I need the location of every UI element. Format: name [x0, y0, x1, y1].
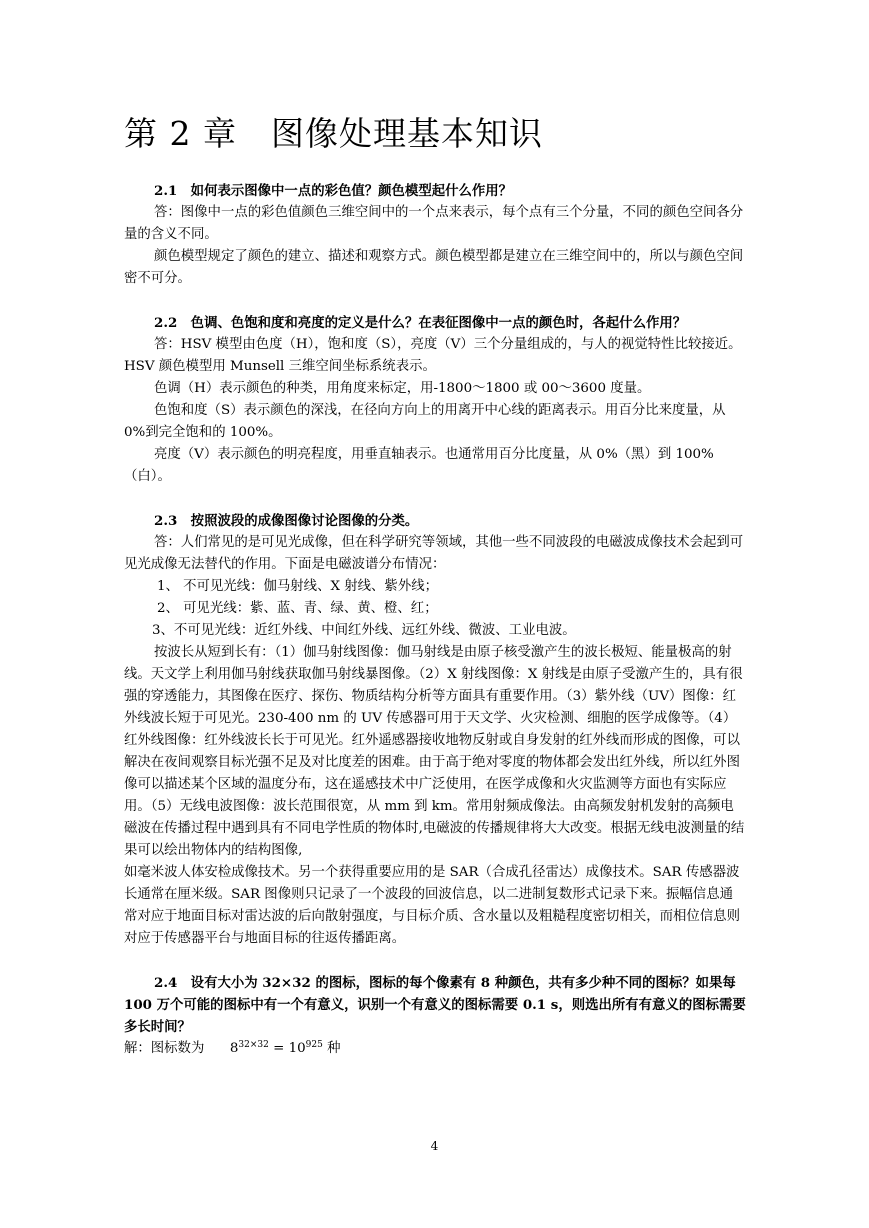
answer-paragraph: 颜色模型规定了颜色的建立、描述和观察方式。颜色模型都是建立在三维空间中的，所以与颜色空间密不可分。 — [124, 249, 744, 286]
answer-paragraph: 色饱和度（S）表示颜色的深浅，在径向方向上的用离开中心线的距离表示。用百分比来度量，从 0%到完全饱和的 100%。 — [124, 403, 726, 440]
answer-paragraph: 答：HSV 模型由色度（H），饱和度（S），亮度（V）三个分量组成的，与人的视觉特性比较接近。HSV 颜色模型用 Munsell 三维空间坐标系统表示。 — [124, 337, 742, 374]
answer-continuation: 如毫米波人体安检成像技术。另一个获得重要应用的是 SAR（合成孔径雷达）成像技术。SAR 传感器波长通常在厘米级。SAR 图像则只记录了一个波段的回波信息，以二进制复数形式记录下来。振幅信息通常对应于地面目标对雷达波的后向散射强度，与目标介质、含水量以及粗糙程度密切相关，而相位信息则对应于传感器平台与地面目标的往返传播距离。 — [124, 865, 740, 946]
list-item: 3、不可见光线：近红外线、中间红外线、远红外线、微波、工业电波。 — [152, 623, 576, 638]
answer-paragraph: 按波长从短到长有：（1）伽马射线图像：伽马射线是由原子核受激产生的波长极短、能量极高的射线。天文学上利用伽马射线获取伽马射线暴图像。（2）X 射线图像：X 射线是由原子受激产生的，具有很强的穿透能力，其图像在医疗、探伤、物质结构分析等方面具有重要作用。（3）紫外线（UV）图像：红外线波长短于可见光。230-400 nm 的 UV 传感器可用于天文学、火灾检测、细胞的医学成像等。（4）红外线图像：红外线波长长于可见光。红外遥感器接收地物反射或自身发射的红外线而形成的图像，可以解决在夜间观察目标光强不足及对比度差的困难。由于高于绝对零度的物体都会发出红外线，所以红外图像可以描述某个区域的温度分布，这在遥感技术中广泛使用，在医学成像和火灾监测等方面也有实际应用。（5）无线电波图像：波长范围很宽，从 mm 到 km。常用射频成像法。由高频发射机发射的高频电磁波在传播过程中遇到具有不同电学性质的物体时,电磁波的传播规律将大大改变。根据无线电波测量的结果可以绘出物体内的结构图像, — [124, 645, 745, 858]
list-item: 1、 不可见光线：伽马射线、X 射线、紫外线； — [157, 579, 438, 594]
formula-base-exponent: 32×32 — [238, 1040, 269, 1050]
formula-base: 8 — [229, 1041, 239, 1056]
solution-prefix: 解：图标数为 — [124, 1041, 205, 1056]
question-2-3: 2.3 按照波段的成像图像讨论图像的分类。 — [154, 513, 419, 529]
solution-line — [124, 1038, 746, 1060]
formula-unit: 种 — [327, 1041, 341, 1056]
chapter-title: 第 2 章 图像处理基本知识 — [124, 114, 543, 153]
answer-paragraph: 答：图像中一点的彩色值颜色三维空间中的一个点来表示，每个点有三个分量，不同的颜色空间各分量的含义不同。 — [124, 205, 744, 242]
document-body — [124, 180, 746, 1060]
question-2-1: 2.1 如何表示图像中一点的彩色值？颜色模型起什么作用？ — [154, 183, 513, 199]
question-2-4: 2.4 设有大小为 32×32 的图标，图标的每个像素有 8 种颜色，共有多少种不同的图标？如果每 100 万个可能的图标中有一个有意义，识别一个有意义的图标需要 0.1 s，则选出所有有意义的图标需要多长时间？ — [124, 975, 746, 1035]
answer-paragraph: 色调（H）表示颜色的种类，用角度来标定，用-1800～1800 或 00～3600 度量。 — [154, 381, 651, 396]
question-2-2: 2.2 色调、色饱和度和亮度的定义是什么？在表征图像中一点的颜色时，各起什么作用？ — [154, 315, 687, 331]
formula-result-exponent: 925 — [305, 1040, 323, 1050]
list-item: 2、 可见光线：紫、蓝、青、绿、黄、橙、红； — [157, 601, 438, 616]
page-number: 4 — [430, 1139, 439, 1153]
answer-paragraph: 亮度（V）表示颜色的明亮程度，用垂直轴表示。也通常用百分比度量，从 0%（黑）到 100%（白）。 — [124, 447, 714, 484]
formula-equals: = 10 — [273, 1041, 306, 1056]
answer-paragraph: 答：人们常见的是可见光成像，但在科学研究等领域，其他一些不同波段的电磁波成像技术会起到可见光成像无法替代的作用。下面是电磁波谱分布情况： — [124, 535, 744, 572]
